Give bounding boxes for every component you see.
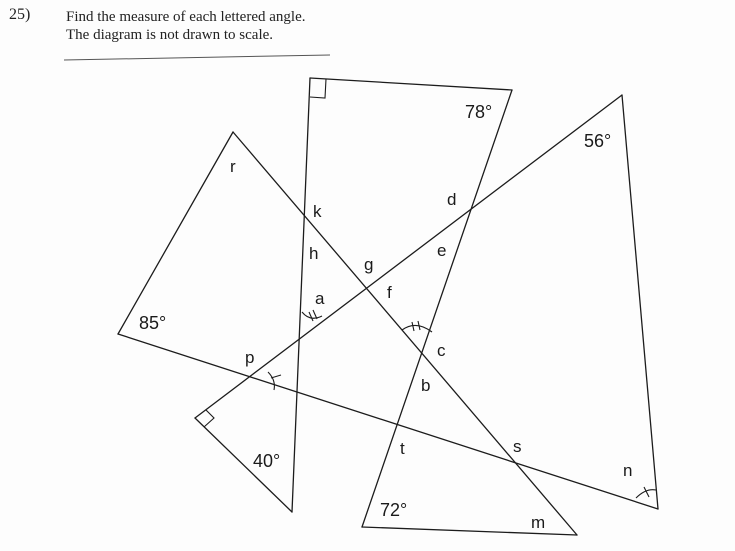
rising-diagonal-line bbox=[195, 95, 622, 418]
angle-label-d: d bbox=[447, 190, 457, 209]
angle-label-n: n bbox=[623, 461, 633, 480]
angle-label-r: r bbox=[230, 157, 236, 176]
angle-label-a: a bbox=[315, 289, 325, 308]
tick-mark-p bbox=[271, 375, 281, 378]
angle-arc-a bbox=[302, 312, 322, 318]
answer-rule bbox=[64, 55, 330, 60]
question-number: 25) bbox=[9, 6, 31, 23]
top-trapezoid-left-side bbox=[292, 78, 310, 512]
right-angle-mark-top bbox=[310, 79, 326, 98]
angle-label-b: b bbox=[421, 376, 431, 395]
right-triangle-right-side bbox=[622, 95, 658, 509]
angle-label-k: k bbox=[313, 202, 322, 221]
angle-label-h: h bbox=[309, 244, 319, 263]
angle-label-m: m bbox=[531, 513, 546, 532]
given-angle-right: 56° bbox=[584, 131, 612, 151]
angle-label-c: c bbox=[437, 341, 446, 360]
long-diagonal-line bbox=[233, 132, 577, 535]
angle-label-s: s bbox=[513, 437, 522, 456]
angle-label-t: t bbox=[400, 439, 405, 458]
given-angle-bottom: 72° bbox=[380, 500, 408, 520]
tick-mark-c-1 bbox=[412, 322, 414, 331]
angle-arc-c bbox=[402, 325, 432, 332]
angle-label-p: p bbox=[245, 348, 255, 367]
given-angle-top: 78° bbox=[465, 102, 493, 122]
left-quad-upper-side bbox=[118, 132, 233, 334]
right-angle-mark-bottom-left bbox=[204, 410, 214, 427]
given-angle-left: 85° bbox=[139, 313, 167, 333]
angle-label-e: e bbox=[437, 241, 447, 260]
question-note: The diagram is not drawn to scale. bbox=[66, 27, 274, 43]
given-angle-bottom-left: 40° bbox=[253, 451, 281, 471]
top-trapezoid-top-side bbox=[310, 78, 512, 90]
angle-label-f: f bbox=[387, 283, 392, 302]
question-instruction: Find the measure of each lettered angle. bbox=[66, 9, 306, 25]
angle-arc-p bbox=[268, 372, 274, 390]
tick-mark-a-1 bbox=[309, 312, 313, 321]
angle-label-g: g bbox=[364, 255, 374, 274]
